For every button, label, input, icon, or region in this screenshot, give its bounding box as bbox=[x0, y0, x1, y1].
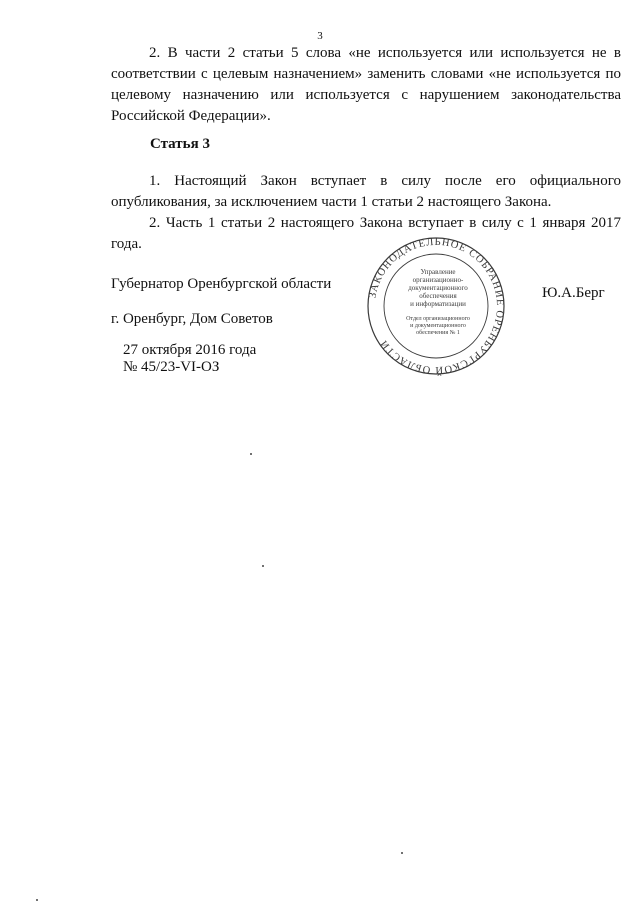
stamp-bottom-line-3: обеспечения № 1 bbox=[416, 330, 460, 336]
governor-title: Губернатор Оренбургской области bbox=[111, 276, 332, 292]
stamp-bottom-line-2: и документационного bbox=[410, 323, 466, 329]
signing-place: г. Оренбург, Дом Советов bbox=[111, 311, 273, 327]
article-3-heading: Статья 3 bbox=[150, 136, 210, 152]
page-number: 3 bbox=[317, 30, 323, 42]
scan-speck bbox=[262, 565, 264, 567]
scan-speck bbox=[401, 852, 403, 854]
law-number: № 45/23-VI-ОЗ bbox=[123, 359, 220, 375]
official-stamp bbox=[366, 236, 506, 376]
stamp-inner-line-3: документационного bbox=[408, 284, 468, 292]
stamp-inner-line-1: Управление bbox=[420, 268, 456, 276]
governor-name: Ю.А.Берг bbox=[542, 285, 605, 301]
scan-speck bbox=[36, 899, 38, 901]
signing-date: 27 октября 2016 года bbox=[123, 342, 257, 358]
stamp-inner-line-2: организационно- bbox=[412, 276, 464, 284]
stamp-inner-line-5: и информатизации bbox=[410, 300, 466, 308]
paragraph-article3-item2: 2. Часть 1 статьи 2 настоящего Закона вступает в силу с 1 января 2017 года. bbox=[111, 215, 621, 252]
paragraph-article3-item1: 1. Настоящий Закон вступает в силу после его официального опубликования, за исключением части 1 статьи 2 настоящего Закона. bbox=[111, 173, 621, 210]
stamp-inner-line-4: обеспечения bbox=[419, 292, 457, 300]
scan-speck bbox=[250, 453, 252, 455]
paragraph-article2-item2: 2. В части 2 статьи 5 слова «не используется или используется не в соответствии с целевым назначением» заменить словами «не используется по целевому назначению или используется с нарушением законодательства Российской Федерации». bbox=[111, 45, 621, 124]
stamp-bottom-line-1: Отдел организационного bbox=[406, 316, 470, 322]
stamp-outer-text: ЗАКОНОДАТЕЛЬНОЕ СОБРАНИЕ ОРЕНБУРГСКОЙ ОБЛАСТИ bbox=[367, 236, 506, 376]
